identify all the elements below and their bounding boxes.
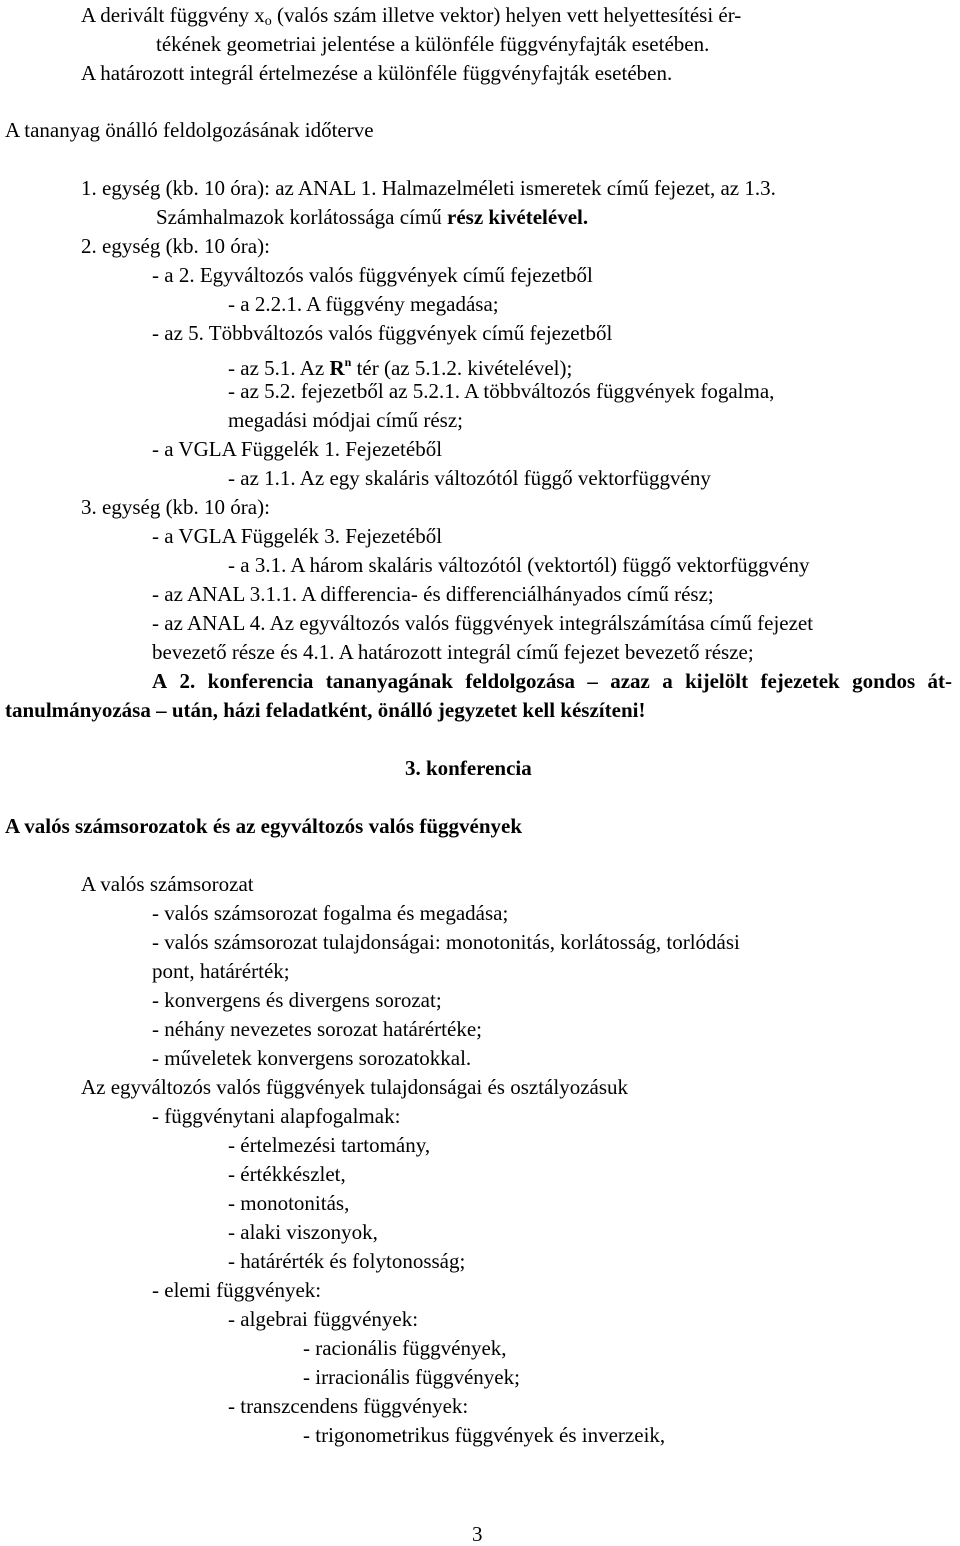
func-item-2: - elemi függvények:	[152, 1278, 322, 1302]
unit2-item-2a-pre: - az 5.1. Az	[228, 356, 330, 380]
unit1-line: 1. egység (kb. 10 óra): az ANAL 1. Halmazelméleti ismeretek című fejezet, az 1.3.	[81, 176, 776, 200]
notice-word: gondos	[852, 669, 916, 693]
subscript-o: o	[264, 14, 272, 29]
func-item-2a2: - irracionális függvények;	[303, 1365, 520, 1389]
notice-word: a	[662, 669, 673, 693]
unit3-item-3: - az ANAL 4. Az egyváltozós valós függvények integrálszámítása című fejezet	[152, 611, 814, 635]
seq-item-2: - valós számsorozat tulajdonságai: monotonitás, korlátosság, torlódási	[152, 930, 740, 954]
unit3-item-1: - a VGLA Függelék 3. Fejezetéből	[152, 524, 443, 548]
notice-word: fejezetek	[760, 669, 840, 693]
seq-item-5: - műveletek konvergens sorozatokkal.	[152, 1046, 472, 1070]
unit3-line: 3. egység (kb. 10 óra):	[81, 495, 270, 519]
unit3-item-1a: - a 3.1. A három skaláris változótól (vektortól) függő vektorfüggvény	[228, 553, 810, 577]
func-item-1: - függvénytani alapfogalmak:	[152, 1104, 401, 1128]
func-item-2a: - algebrai függvények:	[228, 1307, 419, 1331]
unit2-item-3a: - az 1.1. Az egy skaláris változótól függő vektorfüggvény	[228, 466, 711, 490]
notice-word: kijelölt	[685, 669, 749, 693]
unit2-line: 2. egység (kb. 10 óra):	[81, 234, 270, 258]
func-item-1e: - határérték és folytonosság;	[228, 1249, 466, 1273]
notice-word: –	[587, 669, 598, 693]
unit3-item-2: - az ANAL 3.1.1. A differencia- és differenciálhányados című rész;	[152, 582, 714, 606]
notice-line-1	[152, 669, 952, 693]
notice-word: azaz	[610, 669, 650, 693]
intro-line-1	[81, 3, 741, 27]
unit2-item-1: - a 2. Egyváltozós valós függvények című fejezetből	[152, 263, 593, 287]
notice-word: át-	[927, 669, 952, 693]
func-item-1d: - alaki viszonyok,	[228, 1220, 378, 1244]
unit2-item-2: - az 5. Többváltozós valós függvények című fejezetből	[152, 321, 613, 345]
seq-item-4: - néhány nevezetes sorozat határértéke;	[152, 1017, 482, 1041]
unit1-line-cont	[156, 205, 588, 229]
intro-text: A derivált függvény x	[81, 3, 265, 27]
seq-title: A valós számsorozat	[81, 872, 254, 896]
unit2-item-2b: - az 5.2. fejezetből az 5.2.1. A többváltozós függvények fogalma,	[228, 379, 775, 403]
intro-line-2: tékének geometriai jelentése a különféle függvényfajták esetében.	[156, 32, 710, 56]
notice-line-2: tanulmányozása – után, házi feladatként, önálló jegyzetet kell készíteni!	[5, 698, 646, 722]
intro-text-cont: (valós szám illetve vektor) helyen vett helyettesítési ér-	[271, 3, 742, 27]
func-item-2b1: - trigonometrikus függvények és inverzeik,	[303, 1423, 666, 1447]
notice-word: A	[152, 669, 168, 693]
notice-word: 2.	[179, 669, 196, 693]
schedule-heading: A tananyag önálló feldolgozásának időterve	[5, 118, 374, 142]
intro-line-3: A határozott integrál értelmezése a különféle függvényfajták esetében.	[81, 61, 673, 85]
unit3-item-3-cont: bevezető része és 4.1. A határozott integrál című fejezet bevezető része;	[152, 640, 754, 664]
symbol-R: R	[329, 356, 345, 380]
func-item-2a1: - racionális függvények,	[303, 1336, 507, 1360]
unit2-item-1a: - a 2.2.1. A függvény megadása;	[228, 292, 499, 316]
notice-word: tananyagának	[325, 669, 453, 693]
notice-word: feldolgozása	[465, 669, 576, 693]
page-number: 3	[472, 1522, 483, 1546]
conference-subject: A valós számsorozatok és az egyváltozós valós függvények	[5, 814, 522, 838]
func-title: Az egyváltozós valós függvények tulajdonságai és osztályozásuk	[81, 1075, 629, 1099]
unit2-item-2a-post: tér (az 5.1.2. kivételével);	[351, 356, 573, 380]
seq-item-1: - valós számsorozat fogalma és megadása;	[152, 901, 509, 925]
func-item-1b: - értékkészlet,	[228, 1162, 346, 1186]
seq-item-3: - konvergens és divergens sorozat;	[152, 988, 442, 1012]
unit1-exception: rész kivételével.	[447, 205, 589, 229]
unit1-cont-text: Számhalmazok korlátossága című	[156, 205, 447, 229]
unit2-item-2a	[228, 350, 573, 380]
superscript-n: n	[344, 355, 352, 369]
func-item-1c: - monotonitás,	[228, 1191, 350, 1215]
notice-word: konferencia	[207, 669, 314, 693]
unit2-item-2b-cont: megadási módjai című rész;	[228, 408, 464, 432]
unit2-item-3: - a VGLA Függelék 1. Fejezetéből	[152, 437, 443, 461]
func-item-2b: - transzcendens függvények:	[228, 1394, 469, 1418]
conference-title: 3. konferencia	[405, 756, 532, 780]
seq-item-2-cont: pont, határérték;	[152, 959, 290, 983]
func-item-1a: - értelmezési tartomány,	[228, 1133, 431, 1157]
